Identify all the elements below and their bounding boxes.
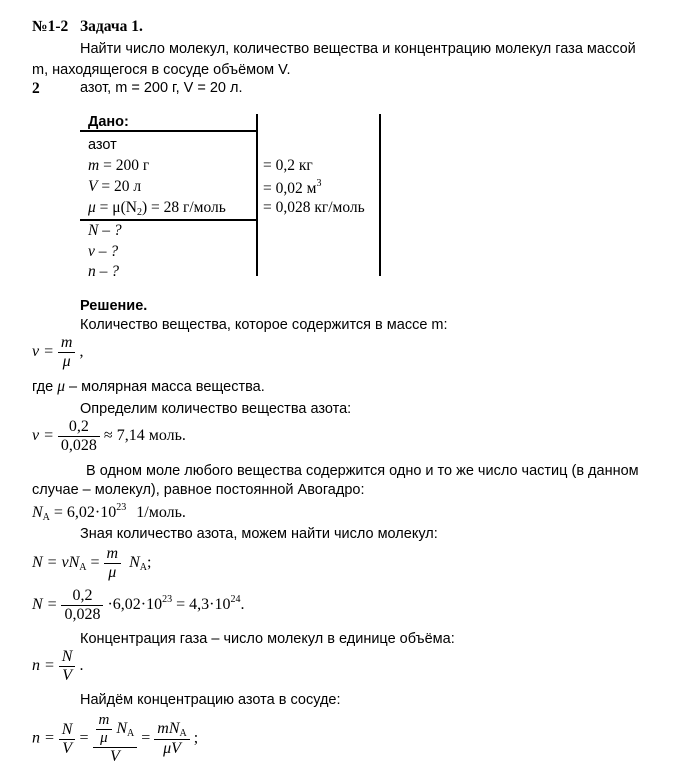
V-symbol: V [88,178,98,195]
given-V-row [88,178,141,196]
statement-line-2: m, находящегося в сосуде объёмом V. [32,62,291,78]
task-title: Задача 1. [80,18,143,35]
m-symbol: m [88,157,100,174]
given-divider-right [379,114,381,276]
solution-p1: Количество вещества, которое содержится в массе m: [80,317,448,333]
given-find-separator [80,219,257,221]
mu-eq: = μ [99,199,121,216]
mu-value: = 28 г/моль [151,199,226,216]
given-mu-row: $\mu = \mu(N_2) = 28$ г/моль [88,199,226,218]
given-m-row [88,157,149,175]
variant-number: 2 [32,80,40,97]
formula-3: $N_A = 6,02\cdot 10^{23}$ 1/моль. [32,502,186,523]
formula-7: n = $\frac{N}{V}$ = $\frac{m}{\mu}$ $N_A$ V = $\frac{mN_A}{\mu V}$ ; [32,712,199,765]
find-nu: ν – ? [88,243,119,260]
solution-p3: Определим количество вещества азота: [80,401,352,417]
mu-symbol: μ [88,199,96,216]
given-substance: азот [88,137,117,153]
find-N: N – ? [88,222,122,239]
solution-p4-line2: случае – молекул), равное постоянной Авогадро: [32,482,365,498]
statement-line-1: Найти число молекул, количество вещества и концентрацию молекул газа массой [80,41,636,57]
given-title: Дано: [88,114,129,130]
solution-p2: где μ – молярная масса вещества. [32,378,265,395]
solution-p5: Зная количество азота, можем найти число молекул: [80,526,438,542]
solution-p6: Концентрация газа – число молекул в единице объёма: [80,631,455,647]
formula-5: N = $\frac{0,2}{0,028}$ $\cdot 6,02\cdot 10^{23} = 4,3\cdot 10^{24}$. [32,587,245,623]
variant-text: азот, m = 200 г, V = 20 л. [80,80,243,96]
problem-number: №1-2 [32,18,69,35]
si-V: = 0,02 $м^3$ [263,178,322,197]
formula-1: ν = $\frac{m}{\mu}$ , [32,334,84,370]
formula-6: n = $\frac{N}{V}$ . [32,648,84,684]
given-divider-left [256,114,258,276]
mu-N: N [125,199,137,216]
formula-4: $N = \nu N_A$ = $\frac{m}{\mu}$ $N_A$; [32,545,152,581]
V-value: = 20 л [101,178,142,195]
solution-p4-line1: В одном моле любого вещества содержится одно и то же число частиц (в данном [86,463,639,479]
m-value: = 200 г [103,157,150,174]
si-mu: = 0,028 кг/моль [263,199,365,216]
mu-sub: 2 [136,207,142,218]
solution-title: Решение. [80,298,148,314]
si-m: = 0,2 кг [263,157,313,174]
formula-2: ν = $\frac{0,2}{0,028}$ ≈ 7,14 моль. [32,418,186,454]
solution-p7: Найдём концентрацию азота в сосуде: [80,692,341,708]
given-title-underline [80,130,257,132]
find-n: n – ? [88,263,119,280]
